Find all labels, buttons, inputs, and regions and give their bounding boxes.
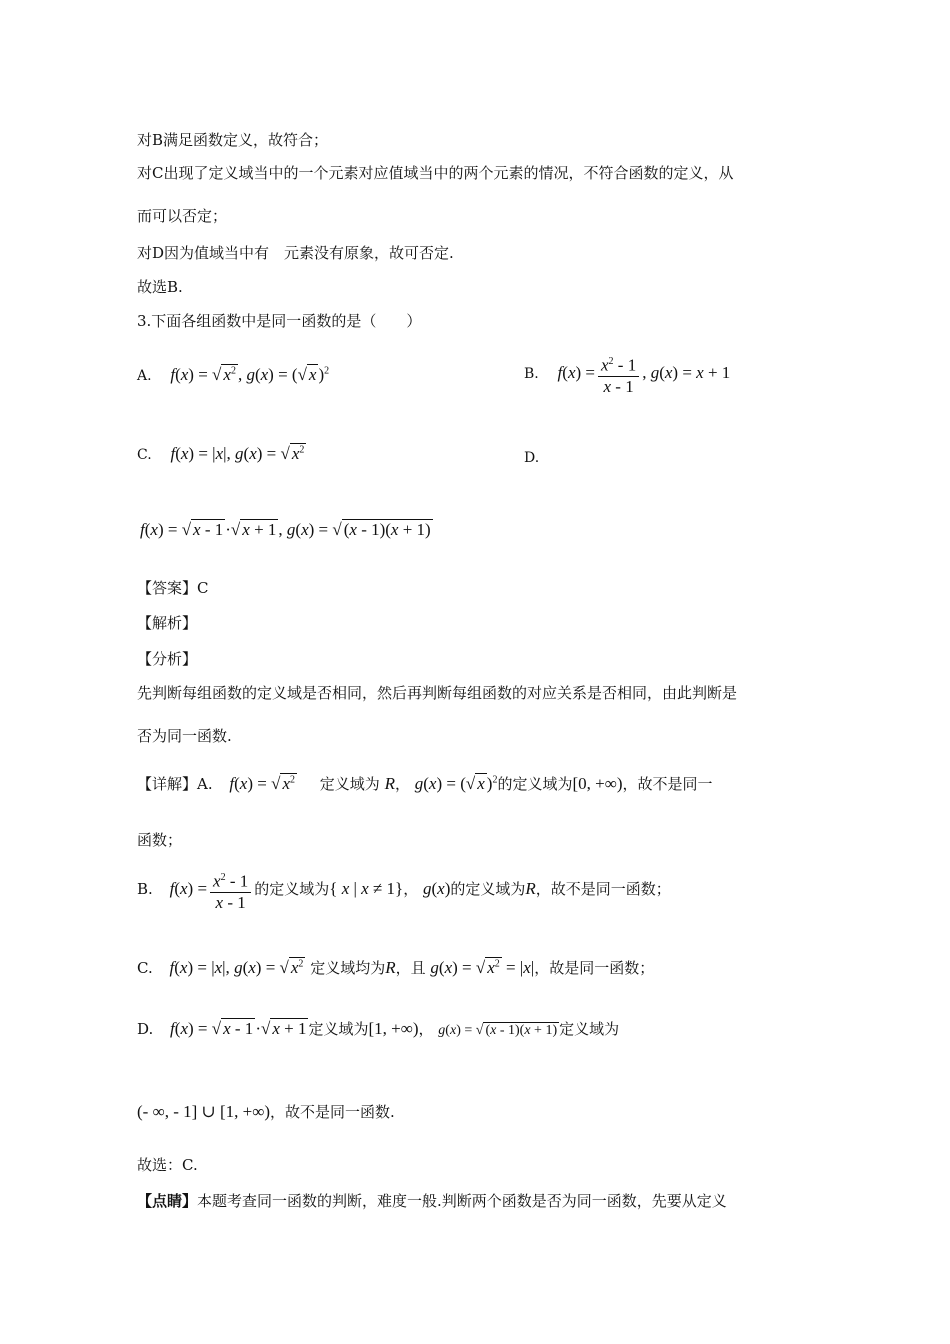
text-line: 对D因为值域当中有 元素没有原象，故可否定. [137, 244, 454, 262]
text-line: 故选B. [137, 278, 183, 296]
answer-label: 【答案】C [137, 579, 209, 597]
option-c [137, 444, 306, 464]
formula: g(x) [422, 879, 451, 899]
text-line: 对B满足函数定义，故符合； [137, 131, 329, 149]
formula: [0, +∞) [572, 774, 623, 793]
formula: f(x) = $\frac{x^2 - 1}{x - 1}$ , g(x) = x + 1 [558, 363, 731, 382]
text-line: 对C出现了定义域当中的一个元素对应值域当中的两个元素的情况，不符合函数的定义，从 [137, 164, 734, 182]
formula: f(x) = √ x - 1 ·√ x + 1 [170, 1019, 307, 1038]
detail-label: 【详解】A. [137, 775, 213, 793]
detail-c: C. f(x) = |x|, g(x) = √ $x^2$ 定义域均为R，且 g(x) = √ $x^2 = |x|$，故是同一函数； [137, 958, 655, 977]
fenxi-text: 先判断每组函数的定义域是否相同，然后再判断每组函数的对应关系是否相同，由此判断是 [137, 684, 738, 702]
formula: g(x) = (√ x )$^2$ [414, 774, 498, 793]
detail-b: B. f(x) = $\frac{x^2 - 1}{x - 1}$ 的定义域为{ x | x ≠ 1}， g(x)的定义域为R，故不是同一函数； [137, 868, 671, 913]
formula: f(x) = √ $x^2$ , g(x) = (√ x )$^2$ [170, 365, 330, 384]
formula: f(x) = |x|, g(x) = √ $x^2$ [170, 444, 305, 463]
option-a [137, 365, 329, 385]
section-label-fenxi: 【分析】 [137, 650, 198, 668]
detail-a: 【详解】A. f(x) = √ $x^2$ 定义域为 R， g(x) = (√ x )$^2$的定义域为[0, +∞)，故不是同一 [137, 774, 713, 793]
text-line: 函数； [137, 831, 183, 849]
formula: (- ∞, - 1] ∪ [1, +∞) [137, 1102, 271, 1121]
question-stem: 3.下面各组函数中是同一函数的是（ ） [137, 312, 422, 330]
formula: { x | x ≠ 1} [329, 879, 404, 899]
option-d-formula: f(x) = √ x - 1 ·√ x + 1 , g(x) = √ (x - 1)(x + 1) [140, 520, 431, 539]
option-label: A. [137, 368, 152, 384]
option-label: D. [524, 450, 540, 466]
text-line: 而可以否定； [137, 207, 228, 225]
option-label: C. [137, 447, 152, 463]
final-answer: 故选：C. [137, 1156, 198, 1174]
option-label: B. [524, 366, 539, 383]
formula: f(x) = |x|, g(x) = √ $x^2$ [169, 958, 304, 977]
detail-d: D. f(x) = √ x - 1 ·√ x + 1 定义域为[1, +∞)， g(x) = √ (x - 1)(x + 1) 定义域为 [137, 1019, 620, 1038]
formula: R [525, 879, 536, 899]
formula: g(x) = √ (x - 1)(x + 1) [438, 1023, 558, 1038]
formula: f(x) = $\frac{x^2 - 1}{x - 1}$ [170, 879, 255, 898]
detail-d-cont: (- ∞, - 1] ∪ [1, +∞)，故不是同一函数. [137, 1102, 395, 1121]
fenxi-text: 否为同一函数. [137, 727, 232, 745]
formula: R [385, 958, 396, 977]
formula: f(x) = √ $x^2$ [229, 774, 295, 793]
option-b [524, 352, 730, 397]
formula: [1, +∞) [368, 1019, 419, 1038]
section-label-jiexi: 【解析】 [137, 614, 198, 632]
dianjing: 【点睛】本题考查同一函数的判断，难度一般.判断两个函数是否为同一函数，先要从定义 [137, 1192, 727, 1210]
formula: g(x) = √ $x^2 = |x|$ [430, 958, 535, 977]
formula: R [384, 774, 395, 793]
option-d [524, 448, 539, 466]
